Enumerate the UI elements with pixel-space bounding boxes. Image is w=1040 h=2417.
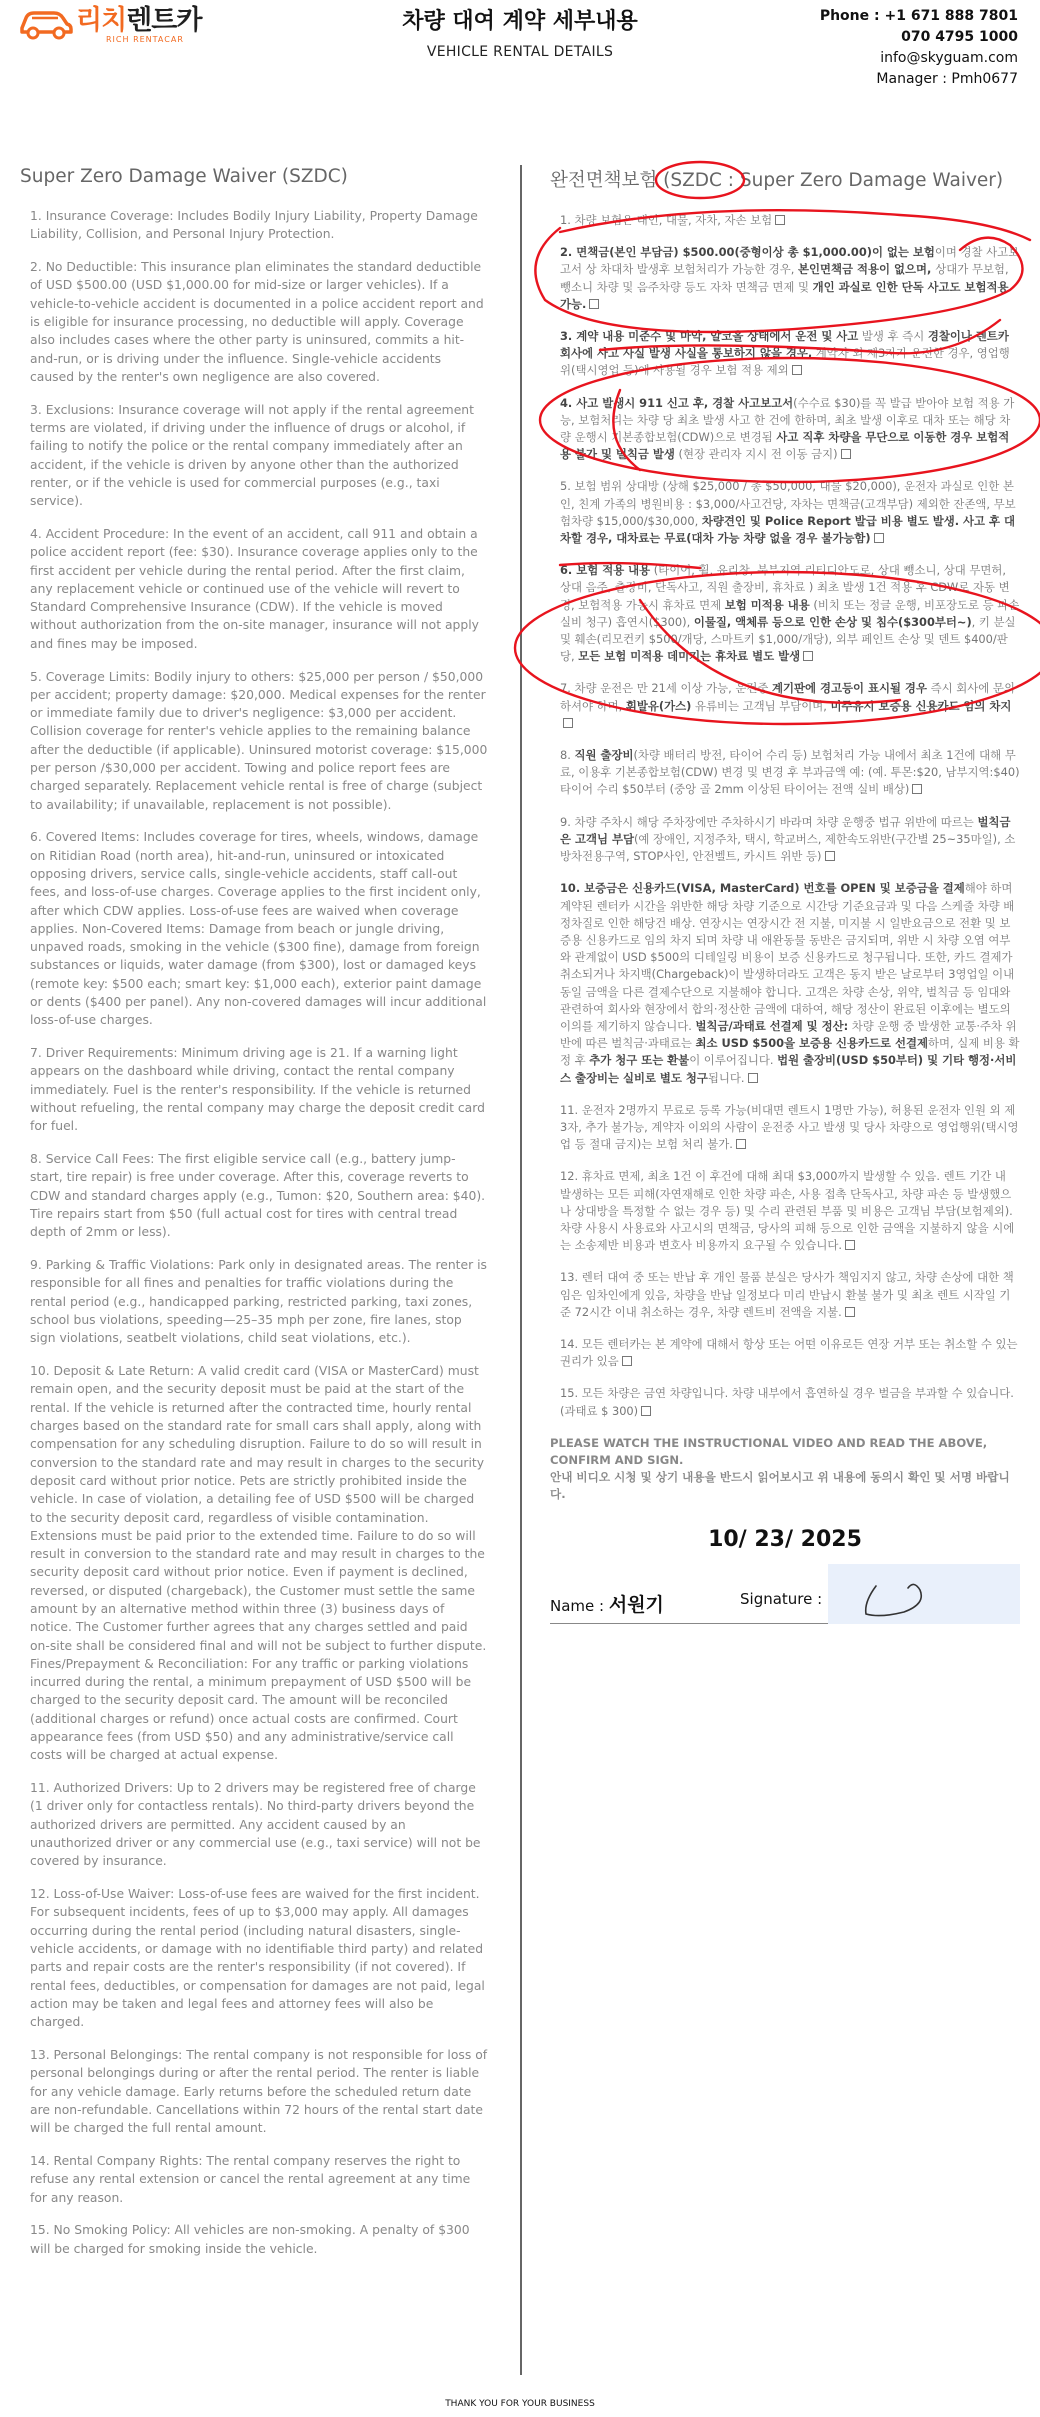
checkbox-icon[interactable] xyxy=(792,365,802,375)
car-logo-icon xyxy=(18,6,74,40)
term-text: 됩니다. xyxy=(707,1070,745,1085)
term-text: 이며 경찰 사고보고서 상 차대차 발생후 보험처리가 가능한 경우, xyxy=(560,245,1020,277)
term-text: 해야 하며 계약된 렌터카 시간을 위반한 해당 차량 기준으로 시간당 기준요금과 및 다음 스케줄 차량 배정차질로 인한 해당건 배상. 연장시는 연장시간 전 지불, 미지불 시 일반요금으로 전환 및 보증용 신용카드로 임의 차지 되며 차량 내 애완동물 동반은 금지되며, 위반 시 차량 오염 여부와 관계없이 USD $500의 디테일링 비용이 보증 신용카드로 청구됩니다. 또한, 카드 결제가 취소되거나 차지백(Chargeback)이 발생하더라도 고객은 동지 받은 날로부터 3영업일 이내 동일 금액을 다른 결제수단으로 지불해야 합니다. 고객은 차량 손상, 위약, 벌칙금 등 임대와 관련하여 회사와 현장에서 합의·정산한 금액에 대하여, 해당 정산이 완료된 이후에는 별도의 이의를 제기하지 않습니다. xyxy=(560,881,1015,1033)
checkbox-icon[interactable] xyxy=(912,784,922,794)
korean-term-3 xyxy=(560,328,1020,380)
term-text-bold: 3. 계약 내용 미준수 및 마약, 알코올 상태에서 운전 및 사고 xyxy=(560,329,859,344)
term-text: 유류비는 고객님 부담이며, xyxy=(691,698,831,713)
korean-term-6 xyxy=(560,562,1020,665)
term-text: (타이어, 휠, 유리창, 북부지역 리티디안도로, 상대 뺑소니, 상대 무면허, 상대 음주, 출장비, 단독사고, 직원 출장비, 휴차료 ) 최초 발생 1건 적용 후 CDW로 자동 변경, 보험적용 가능시 휴차료 면제 xyxy=(560,563,1010,612)
english-terms-column xyxy=(20,166,488,2272)
term-text-bold: 직원 출장비 xyxy=(574,748,634,763)
document-title xyxy=(340,8,700,60)
term-text: 이 이루어집니다. xyxy=(689,1053,778,1068)
footer-note: THANK YOU FOR YOUR BUSINESS xyxy=(445,2399,595,2409)
english-section-title: Super Zero Damage Waiver (SZDC) xyxy=(20,166,348,187)
term-text-bold: 6. 보험 적용 내용 xyxy=(560,563,651,578)
term-text-bold: 모든 보험 미적용 데미지는 휴차료 별도 발생 xyxy=(578,649,801,664)
handwritten-signature xyxy=(828,1564,1020,1624)
term-text: 발생 후 즉시 xyxy=(858,329,928,344)
term-text: 13. 렌터 대여 중 또는 반납 후 개인 물품 분실은 당사가 책임지지 않고, 차량 손상에 대한 책임은 임차인에게 있음, 차량을 반납 일정보다 미리 반납시 환불 불가 및 최초 렌트 시작일 기준 72시간 이내 취소하는 경우, 차량 렌트비 전액을 지불. xyxy=(560,1270,1014,1319)
korean-term-15 xyxy=(560,1385,1020,1419)
english-term-3: 3. Exclusions: Insurance coverage will not apply if the rental agreement terms are violated, if driving under the influence of drugs or alcohol, if failing to notify the police or the rental company immediately after an accident, if the vehicle is driven by anyone other than the authorized renter, or if the vehicle is used for commercial purposes (e.g., taxi service). xyxy=(30,402,474,509)
term-text: 8. xyxy=(560,748,575,763)
korean-term-10 xyxy=(560,880,1020,1086)
term-text: 즉시 회사에 문의 하셔야 하며, xyxy=(560,681,1015,713)
instructions xyxy=(550,1435,1020,1503)
english-term-4: 4. Accident Procedure: In the event of an accident, call 911 and obtain a police accident report (fee: $30). Insurance coverage applies only to the first accident per vehicle during the rental period. After the first claim, any replacement vehicle or continued use of the vehicle will revert to Standard Comprehensive Insurance (CDW). If the vehicle is moved without authorization from the on-site manager, insurance will not apply and fines may be imposed. xyxy=(30,526,479,651)
checkbox-icon[interactable] xyxy=(589,299,599,309)
term-text: 9. 차량 주차시 해당 주차장에만 주차하시기 바라며 차량 운행중 법규 위반에 따르는 xyxy=(560,814,978,829)
term-text: 11. 운전자 2명까지 무료로 등록 가능(비대면 렌트시 1명만 가능), 허용된 운전자 인원 외 제3자, 추가 불가능, 계약자 이외의 사람이 운전중 사고 발생 및 당사 차량으로 영업행위(택시영업 등 절대 금지)는 보험 처리 불가. xyxy=(560,1102,1019,1152)
english-term-6: 6. Covered Items: Includes coverage for tires, wheels, windows, damage on Ritidian Road (north area), hit-and-run, uninsured or intoxicated opposing drivers, service calls, single-vehicle accidents, staff call-out fees, and loss-of-use charges. Coverage applies to the first incident only, after which CDW applies. Loss-of-use fees are waived when coverage applies. Non-Covered Items: Damage from beach or jungle driving, unpaved roads, smoking in the vehicle ($300 fine), damage from foreign substances or liquids, water damage (from $300), lost or damaged keys (remote key: $500 each; smart key: $1,000 each), exterior paint damage or dents ($400 per panel). Any non-covered damages will incur additional loss-of-use charges. xyxy=(30,830,487,1028)
company-logo xyxy=(18,6,201,48)
term-text-bold: 보험 미적용 내용 xyxy=(724,597,810,612)
header xyxy=(0,0,1040,100)
checkbox-icon[interactable] xyxy=(825,851,835,861)
instructions-english: PLEASE WATCH THE INSTRUCTIONAL VIDEO AND READ THE ABOVE, CONFIRM AND SIGN. xyxy=(550,1435,988,1467)
term-text-bold: 벌칙금/과태료 선결제 및 정산: xyxy=(695,1018,849,1033)
term-text-bold: 법원 출장비(USD $50부터) 및 기타 행정·서비스 출장비는 실비로 별도 청구 xyxy=(560,1053,1017,1085)
korean-term-4 xyxy=(560,395,1020,464)
english-term-15: 15. No Smoking Policy: All vehicles are non-smoking. A penalty of $300 will be charged for smoking inside the vehicle. xyxy=(30,2223,470,2256)
signature-box[interactable] xyxy=(828,1564,1020,1624)
checkbox-icon[interactable] xyxy=(563,718,573,728)
checkbox-icon[interactable] xyxy=(874,533,884,543)
title-english: VEHICLE RENTAL DETAILS xyxy=(426,44,614,60)
term-text: 하며, 실제 비용 확정 후 xyxy=(560,1036,1020,1068)
checkbox-icon[interactable] xyxy=(748,1073,758,1083)
checkbox-icon[interactable] xyxy=(803,651,813,661)
english-term-8: 8. Service Call Fees: The first eligible service call (e.g., battery jump-start, tire repair) is free under coverage. After this, coverage reverts to CDW and standard charges apply (e.g., Tumon: $20, Southern area: $40). Tire repairs start from $50 (full actual cost for tires with central tread depth of 2mm or less). xyxy=(30,1152,486,1240)
term-text: 15. 모든 차량은 금연 차량입니다. 차량 내부에서 흡연하실 경우 벌금을 부과할 수 있습니다. (과태료 $ 300) xyxy=(560,1386,1014,1418)
term-text-bold: 10. 보증금은 신용카드(VISA, MasterCard) 번호를 OPEN 및 보증금을 결제 xyxy=(560,881,965,896)
phone: Phone : +1 671 888 7801 xyxy=(819,8,1018,24)
name-field xyxy=(550,1590,664,1617)
term-text-bold: 계기판에 경고등이 표시될 경우 xyxy=(772,681,927,696)
phone-secondary: 070 4795 1000 xyxy=(901,29,1018,45)
term-text-bold: 미주유시 보증용 신용카드 임의 차지 xyxy=(830,698,1012,713)
korean-term-14 xyxy=(560,1336,1020,1370)
manager: Manager : Pmh0677 xyxy=(876,71,1018,87)
term-text: (수수료 $30)를 꼭 발급 받아야 보험 적용 가능, 보험처리는 차량 당 최초 발생 사고 한 건에 한하며, 최초 발생 이후로 대차 또는 해당 차량 운행시 기본종합보험(CDW)으로 변경됨 xyxy=(560,395,1015,445)
korean-term-2 xyxy=(560,244,1020,313)
checkbox-icon[interactable] xyxy=(845,1307,855,1317)
checkbox-icon[interactable] xyxy=(845,1240,855,1250)
korean-terms-column xyxy=(550,166,1020,1624)
term-text: (예 장애인, 지정주차, 택시, 학교버스, 제한속도위반(구간별 25~35마일), 소방차전용구역, STOP사인, 안전벨트, 카시트 위반 등) xyxy=(560,831,1016,864)
term-text: (차량 배터리 방전, 타이어 수리 등) 보험처리 가능 내에서 최초 1건에 대해 무료, 이용후 기본종합보험(CDW) 변경 및 변경 후 부과금액 예: (예. 투몬:$20, 남부지역:$40) 타이어 수리 $50부터 (중앙 골 2mm 이상된 타이어는 전액 실비 배상) xyxy=(560,748,1020,797)
logo-subtitle: RICH RENTACAR xyxy=(106,35,184,44)
korean-term-9 xyxy=(560,814,1020,866)
english-term-14: 14. Rental Company Rights: The rental company reserves the right to refuse any rental extension or cancel the rental agreement at any time for any reason. xyxy=(30,2154,471,2205)
term-text: 12. 휴차료 면제, 최초 1건 이 후건에 대해 최대 $3,000까지 발생할 수 있음. 렌트 기간 내 발생하는 모든 피해(자연재해로 인한 차량 파손, 사용 접촉 단독사고, 차량 파손 등 발생했으나 상대방을 특정할 수 없는 경우 등) 및 수리 관련된 부품 및 비용은 고객님 부담(보험제외). 차량 사용시 사용료와 사고시의 면책금, 당사의 피해 등으로 인한 금액을 지불하지 않을 시에는 소송제반 비용과 변호사 비용까지 요구될 수 있습니다. xyxy=(560,1169,1015,1253)
term-text: 7. 차량 운전은 만 21세 이상 가능, 운전중 xyxy=(560,681,772,696)
english-term-11: 11. Authorized Drivers: Up to 2 drivers may be registered free of charge (1 driver only for contactless rentals). No third-party drivers beyond the authorized drivers are permitted. Any accident caused by an unauthorized driver or any commercial use (e.g., taxi service) will not be covered by insurance. xyxy=(30,1781,481,1869)
english-term-2: 2. No Deductible: This insurance plan eliminates the standard deductible of USD $500.00 (USD $1,000.00 for mid-size or larger vehicles). If a vehicle-to-vehicle accident is documented in a police accident report and is eligible for insurance processing, no deductible will apply. Coverage also includes cases where the other party is uninsured, commits a hit-and-run, or is driving under the influence. Single-vehicle accidents caused by the renter's own negligence are also covered. xyxy=(30,260,484,384)
term-text-bold: 2. 면책금(본인 부담금) $500.00(중형이상 총 $1,000.00)이 없는 보험 xyxy=(560,245,935,260)
logo-text-black: 렌트카 xyxy=(126,5,202,36)
english-terms-list xyxy=(20,207,488,2258)
signature-row xyxy=(550,1564,1020,1624)
checkbox-icon[interactable] xyxy=(622,1356,632,1366)
korean-term-1 xyxy=(560,212,1020,229)
term-text-bold: 경찰이나 렌트카 회사에 사고 사실 발생 사실을 통보하지 않을 경우, xyxy=(560,329,1009,361)
contact-info xyxy=(820,6,1018,90)
korean-term-11 xyxy=(560,1102,1020,1154)
term-text: 1. 차량 보험은 대인, 대물, 자차, 자손 보험 xyxy=(560,213,773,227)
english-term-1: 1. Insurance Coverage: Includes Bodily Injury Liability, Property Damage Liability, Collision, and Personal Injury Protection. xyxy=(30,209,478,242)
korean-term-13 xyxy=(560,1269,1020,1321)
korean-term-7 xyxy=(560,680,1020,732)
english-term-5: 5. Coverage Limits: Bodily injury to others: $25,000 per person / $50,000 per accident; property damage: $20,000. Medical expenses for the renter or immediate family due to driver's negligence: $3,000 per accident. Collision coverage for renter's vehicle applies to the remaining balance after the deductible (if applicable). Uninsured motorist coverage: $15,000 per person /$30,000 per accident. Towing and police report fees are charged separately. Replacement vehicle rental is free of charge (subject to availability; if unavailable, replacement is not possible). xyxy=(30,669,488,812)
term-text-bold: 본인면책금 적용이 없으며, xyxy=(798,262,936,277)
name-label: Name : xyxy=(550,1596,609,1615)
term-text-bold: 최소 USD $500을 보증용 신용카드로 선결제 xyxy=(695,1036,929,1051)
term-text: (비치 또는 정글 운행, 비포장도로 등 파손 실비 청구) 흡연시($300), xyxy=(560,597,1020,629)
korean-term-12 xyxy=(560,1168,1020,1254)
english-term-9: 9. Parking & Traffic Violations: Park only in designated areas. The renter is responsible for all fines and penalties for traffic violations during the rental period (e.g., handicapped parking, restricted parking, taxi zones, school bus violations, speeding—25–35 mph per zone, fire lanes, stop sign violations, seatbelt violations, child seat violations, etc.). xyxy=(30,1258,487,1346)
korean-terms-list xyxy=(550,212,1020,1420)
korean-term-8 xyxy=(560,747,1020,799)
term-text-bold: 벌칙금은 고객님 부담 xyxy=(560,814,1011,846)
term-text: , 키 분실 및 훼손(리모컨키 $500/개당, 스마트키 $1,000/개당), 외부 페인트 손상 및 덴트 $400/판당, xyxy=(560,614,1016,664)
signing-date: 10/ 23/ 2025 xyxy=(708,1526,862,1552)
term-text: (현장 관리자 지시 전 이동 금지) xyxy=(674,447,838,462)
term-text-bold: 이물질, 액체류 등으로 인한 손상 및 침수($300부터~) xyxy=(693,614,972,629)
column-divider xyxy=(520,165,522,2375)
english-term-13: 13. Personal Belongings: The rental company is not responsible for loss of personal belongings during or after the rental period. The renter is liable for any vehicle damage. Early returns before the scheduled return date are non-refundable. Cancellations within 72 hours of the rental start date will be charged the full rental amount. xyxy=(30,2048,488,2136)
english-term-7: 7. Driver Requirements: Minimum driving age is 21. If a warning light appears on the dashboard while driving, contact the rental company immediately. Fuel is the renter's responsibility. If the vehicle is returned without refueling, the rental company may charge the deposit credit card for fuel. xyxy=(30,1046,485,1134)
term-text-bold: 4. 사고 발생시 911 신고 후, 경찰 사고보고서 xyxy=(560,395,794,410)
term-text: 차량 운행 중 발생한 교통·주차 위반에 따른 벌칙금·과태료는 xyxy=(560,1018,1017,1051)
english-term-12: 12. Loss-of-Use Waiver: Loss-of-use fees are waived for the first incident. For subsequent incidents, fees of up to $3,000 may apply. All damages occurring during the rental period (including natural disasters, single-vehicle accidents, or damage with no identifiable third party) and related parts and repair costs are the renter's responsibility (if not covered). If rental fees, deductibles, or compensation for damages are not paid, legal action may be taken and legal fees and attorney fees will also be charged. xyxy=(30,1887,485,2030)
term-text-bold: 차량견인 및 Police Report 발급 비용 별도 발생. 사고 후 대차할 경우, 대차료는 무료(대차 가능 차량 없을 경우 불가능함) xyxy=(560,513,1015,546)
logo-text-orange: 리치 xyxy=(76,5,127,36)
signature-label: Signature : xyxy=(740,1589,823,1608)
term-text: 5. 보험 범위 상대방 (상해 $25,000 / 총 $50,000, 대물 $20,000), 운전자 과실로 인한 본인, 친계 가족의 병원비용 : $3,000/사고건당, 자차는 면책금(고객부담) 제외한 잔존액, 무보험차량 $15,000/$30,000, xyxy=(560,479,1016,528)
instructions-korean: 안내 비디오 시청 및 상기 내용을 반드시 읽어보시고 위 내용에 동의시 확인 및 서명 바랍니다. xyxy=(550,1469,1010,1501)
checkbox-icon[interactable] xyxy=(775,215,785,225)
checkbox-icon[interactable] xyxy=(841,449,851,459)
email: info@skyguam.com xyxy=(880,50,1018,66)
korean-section-title: 완전면책보험 (SZDC : Super Zero Damage Waiver) xyxy=(550,170,1004,191)
term-text: 상대가 무보험, 뺑소니 차량 및 음주차량 등도 자차 면책금 면제 및 xyxy=(560,262,1009,294)
term-text-bold: 추가 청구 또는 환불 xyxy=(589,1053,690,1068)
name-value: 서원기 xyxy=(608,1593,664,1616)
checkbox-icon[interactable] xyxy=(736,1139,746,1149)
term-text: 14. 모든 렌터카는 본 계약에 대해서 항상 또는 어떤 이유로든 연장 거부 또는 취소할 수 있는 권리가 있음 xyxy=(560,1336,1018,1369)
english-term-10: 10. Deposit & Late Return: A valid credit card (VISA or MasterCard) must remain open, and the security deposit must be paid at the start of the rental. If the vehicle is returned after the contracted time, hourly rental charges based on the standard rate for small cars shall apply, along with compensation for any scheduling disruption. Failure to do so will result in conversion to the standard rate and may result in charges to the security deposit card without prior notice. Pets are strictly prohibited inside the vehicle. In case of violation, a detailing fee of USD $500 will be charged to the security deposit card, regardless of visible contamination. Extensions must be paid prior to the extended time. Failure to do so will result in conversion to the standard rate and may result in charges to the security deposit card without prior notice. Even if payment is declined, reversed, or disputed (chargeback), the Customer must settle the same amount by an alternative method within three (3) business days of notice. The Customer further agrees that any charges settled and paid on-site shall be considered final and will not be subject to further dispute. Fines/Prepayment & Reconciliation: For any traffic or parking violations incurred during the rental, a minimum prepayment of USD $500 will be charged to the security deposit card. The amount will be reconciled (additional charges or refund) once actual costs are confirmed. Court appearance fees (from USD $50) and any administrative/service call costs will be charged at actual expense. xyxy=(30,1364,487,1763)
term-text-bold: 사고 직후 차량을 무단으로 이동한 경우 보험적용 불가 및 벌칙금 발생 xyxy=(560,430,1010,462)
checkbox-icon[interactable] xyxy=(641,1406,651,1416)
term-text: 계약자 외 제3자가 운전한 경우, 영업행위(택시영업 등)에 사용될 경우 보험 적용 제외 xyxy=(560,346,1010,378)
logo-wordmark xyxy=(76,6,201,36)
korean-term-5 xyxy=(560,478,1020,547)
term-text-bold: 개인 과실로 인한 단독 사고도 보험적용 가능. xyxy=(560,279,1009,311)
title-korean: 차량 대여 계약 세부내용 xyxy=(402,9,638,34)
term-text-bold: 휘발유(가스) xyxy=(625,698,692,713)
